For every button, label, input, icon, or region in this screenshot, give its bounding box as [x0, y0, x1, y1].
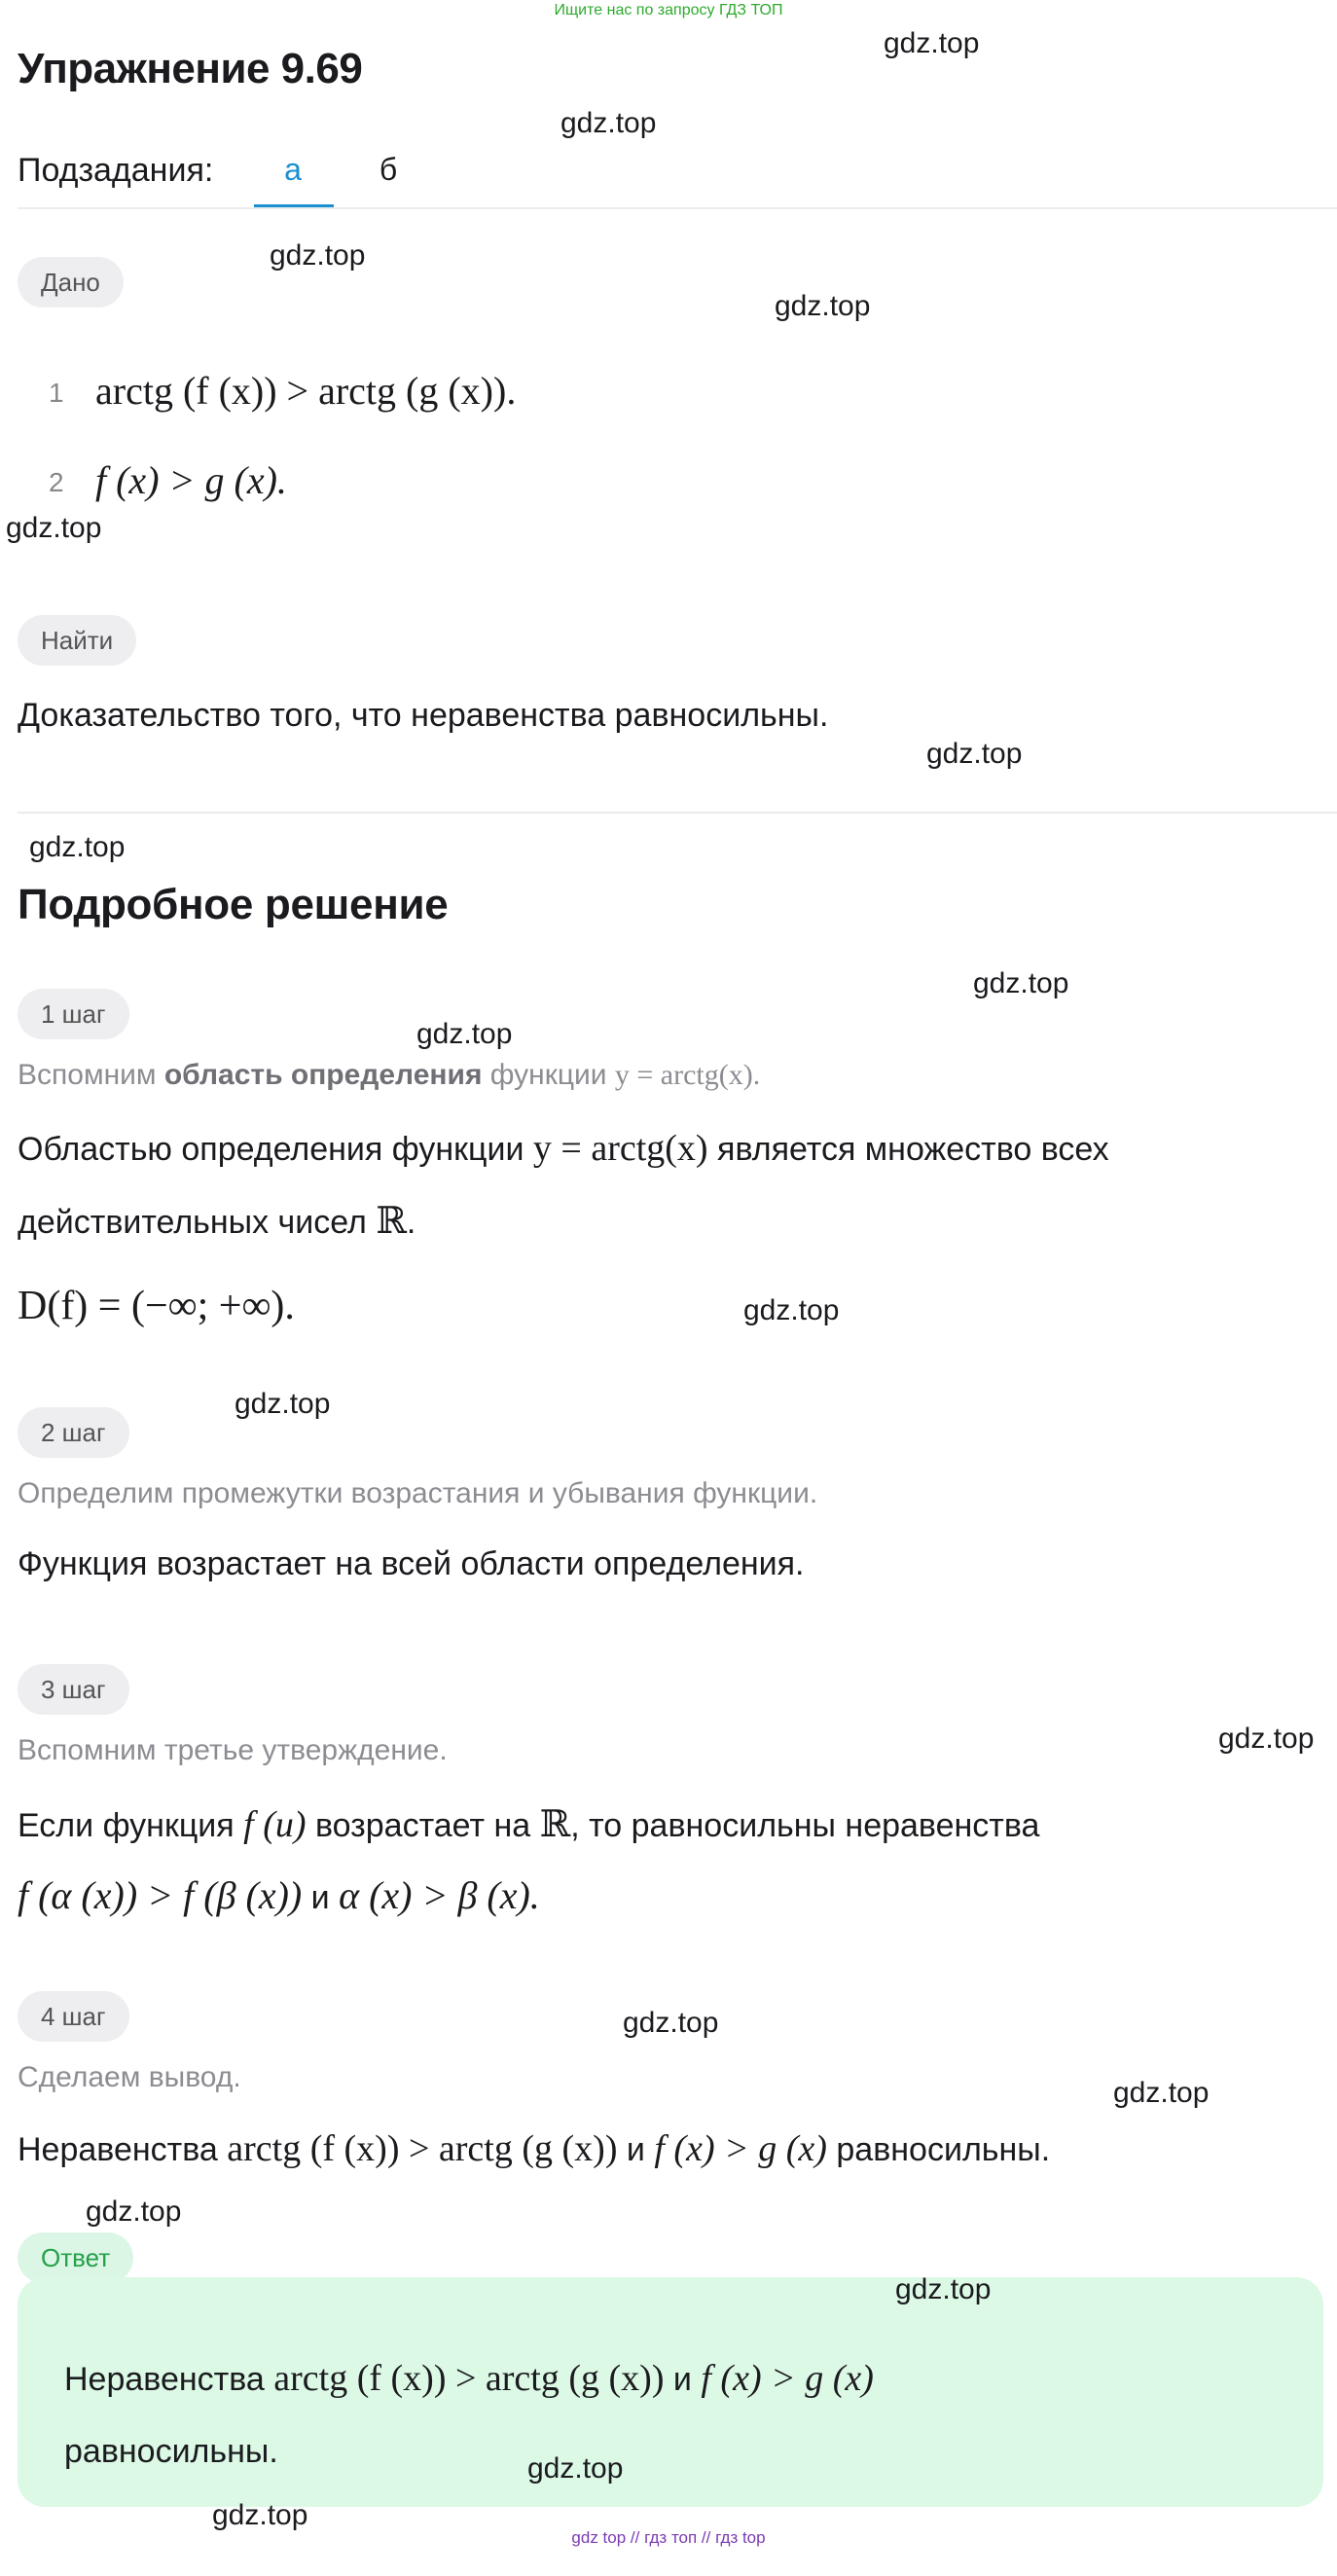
top-banner: Ищите нас по запросу ГДЗ ТОП [554, 2, 783, 18]
footer-links[interactable]: gdz top // гдз топ // гдз top [571, 2528, 766, 2547]
given-item-number: 2 [49, 467, 64, 498]
watermark: gdz.top [29, 831, 126, 863]
given-item-2 [49, 457, 287, 503]
watermark: gdz.top [1113, 2077, 1210, 2109]
step-2-hint: Определим промежутки возрастания и убывания функции. [18, 1477, 818, 1509]
answer-chip: Ответ [18, 2232, 133, 2283]
step-3-text-line-2: f (α (x)) > f (β (x)) и α (x) > β (x). [18, 1873, 540, 1917]
solution-title: Подробное решение [18, 881, 449, 928]
watermark: gdz.top [416, 1018, 513, 1050]
watermark: gdz.top [743, 1294, 840, 1326]
watermark: gdz.top [212, 2499, 308, 2531]
step-4-hint: Сделаем вывод. [18, 2061, 241, 2093]
answer-text-line-2: равносильны. [64, 2433, 278, 2470]
subtasks-label: Подзадания: [18, 152, 214, 189]
step-1-text-line-1: Областью определения функции y = arctg(x) является множество всех [18, 1128, 1109, 1169]
given-item-expression: f (x) > g (x). [95, 458, 287, 502]
watermark: gdz.top [86, 2195, 182, 2228]
step-1-hint: Вспомним область определения функции y = arctg(x). [18, 1059, 761, 1091]
watermark: gdz.top [527, 2452, 624, 2485]
step-2-text: Функция возрастает на всей области определения. [18, 1545, 805, 1582]
find-text: Доказательство того, что неравенства равносильны. [18, 697, 829, 734]
given-item-1 [49, 368, 516, 414]
page-title: Упражнение 9.69 [18, 45, 363, 92]
watermark: gdz.top [973, 967, 1069, 999]
step-1-formula: D(f) = (−∞; +∞). [18, 1284, 295, 1328]
step-3-text-line-1: Если функция f (u) возрастает на ℝ, то равносильны неравенства [18, 1804, 1040, 1845]
watermark: gdz.top [1218, 1723, 1315, 1755]
step-4-text: Неравенства arctg (f (x)) > arctg (g (x)) и f (x) > g (x) равносильны. [18, 2128, 1051, 2169]
watermark: gdz.top [623, 2007, 719, 2039]
watermark: gdz.top [895, 2273, 992, 2305]
tab-subtask-b[interactable]: б [379, 152, 398, 187]
section-divider [18, 812, 1337, 814]
answer-text-line-1: Неравенства arctg (f (x)) > arctg (g (x)) и f (x) > g (x) [64, 2358, 874, 2399]
watermark: gdz.top [884, 27, 980, 59]
step-1-text-line-2: действительных чисел ℝ. [18, 1201, 416, 1242]
watermark: gdz.top [235, 1388, 331, 1420]
watermark: gdz.top [560, 107, 657, 139]
tab-subtask-a[interactable]: а [284, 152, 302, 187]
watermark: gdz.top [6, 512, 102, 544]
tabs-divider [18, 207, 1337, 209]
watermark: gdz.top [775, 290, 871, 322]
given-item-expression: arctg (f (x)) > arctg (g (x)). [95, 369, 517, 413]
watermark: gdz.top [926, 738, 1023, 770]
step-3-hint: Вспомним третье утверждение. [18, 1734, 448, 1766]
step-3-chip: 3 шаг [18, 1664, 129, 1715]
given-item-number: 1 [49, 378, 64, 409]
step-2-chip: 2 шаг [18, 1407, 129, 1458]
step-4-chip: 4 шаг [18, 1991, 129, 2042]
step-1-chip: 1 шаг [18, 989, 129, 1039]
watermark: gdz.top [270, 239, 366, 272]
find-chip: Найти [18, 615, 136, 666]
given-chip: Дано [18, 257, 124, 308]
